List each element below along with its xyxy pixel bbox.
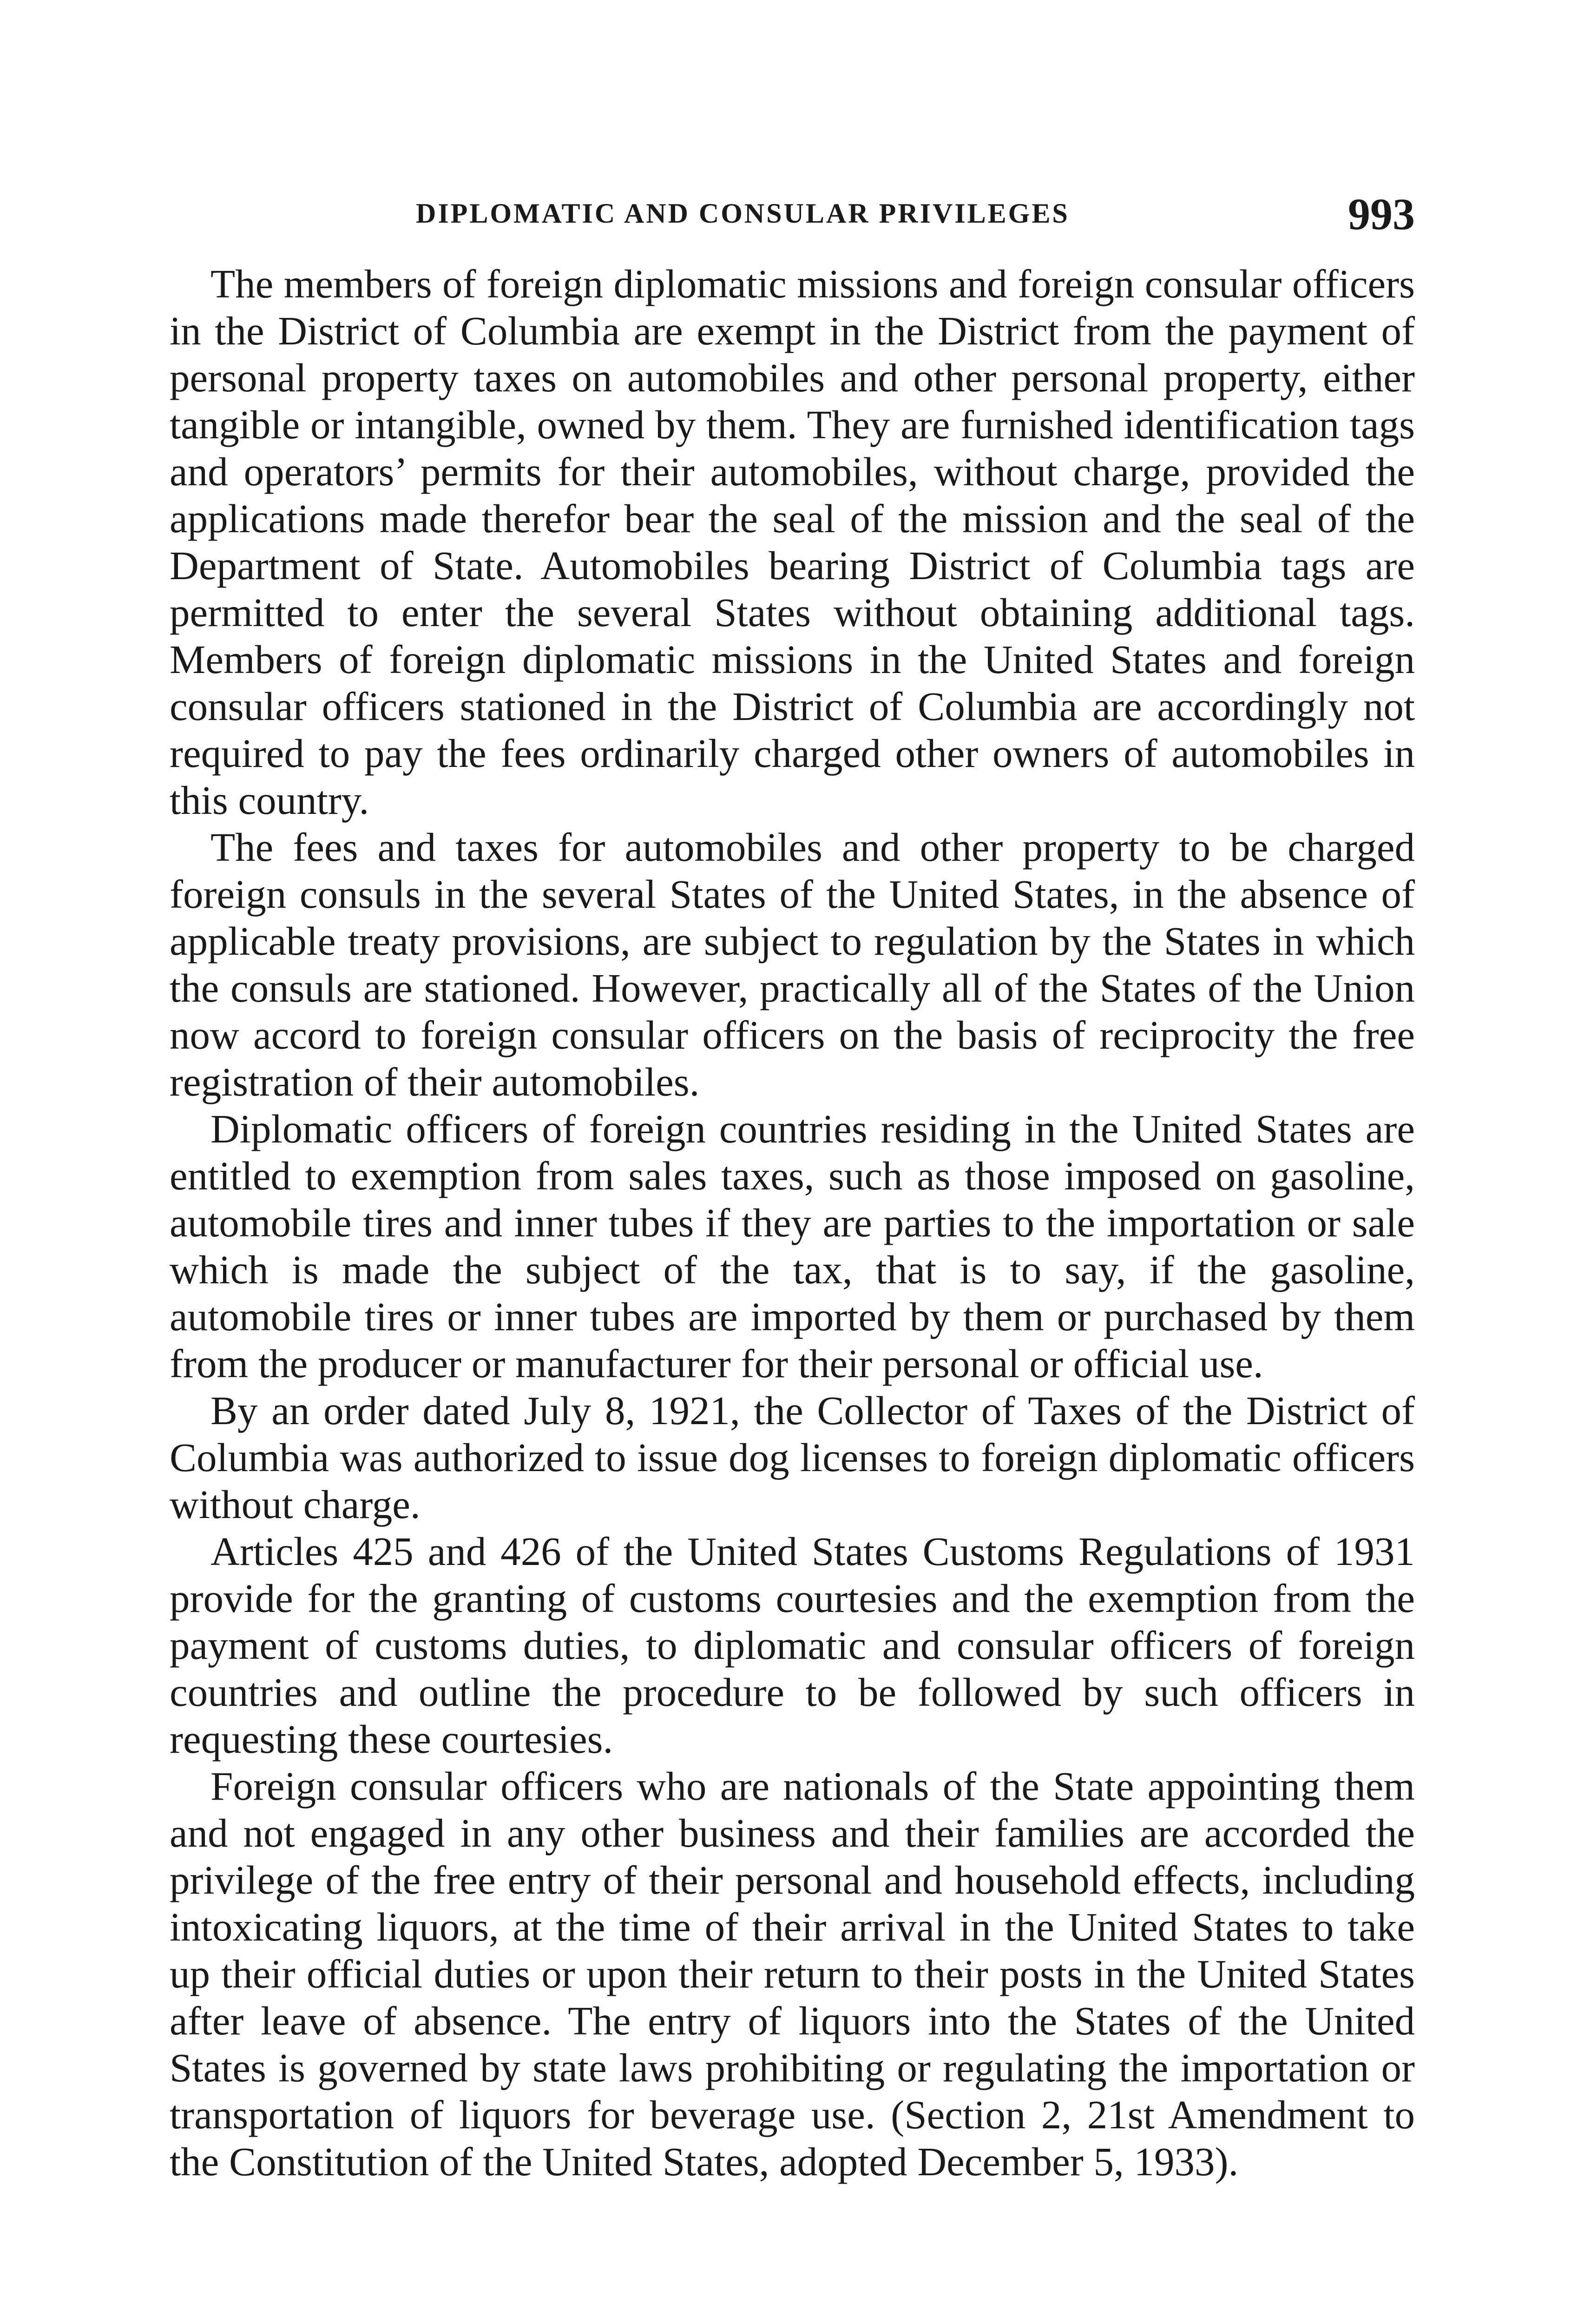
paragraph-sales-tax-exemption: Diplomatic officers of foreign countries residing in the United States are entitled to exemption from sales taxes, such as those imposed on gasoline, automobile tires and inner tubes if they are parties to the importation or sale which is made the subject of the tax, that is to say, if the gasoline, automobile tires or inner tubes are imported by them or purchased by them from the producer or manufacturer for their personal or official use. — [170, 1106, 1415, 1386]
paragraph-customs-regulations: Articles 425 and 426 of the United States Customs Regulations of 1931 provide for the granting of customs courtesies and the exemption from the payment of customs duties, to diplomatic and consular officers of foreign countries and outline the procedure to be followed by such officers in requesting these courtesies. — [170, 1529, 1415, 1762]
paragraph-free-entry-effects: Foreign consular officers who are nationals of the State appointing them and not engaged in any other business and their families are accorded the privilege of the free entry of their personal and household effects, including intoxicating liquors, at the time of their arrival in the United States to take up their official duties or upon their return to their posts in the United States after leave of absence. The entry of liquors into the States of the United States is governed by state laws prohibiting or regulating the importation or transportation of liquors for beverage use. (Section 2, 21st Amendment to the Constitution of the United States, adopted December 5, 1933). — [170, 1763, 1415, 2184]
running-title: DIPLOMATIC AND CONSULAR PRIVILEGES — [416, 198, 1070, 229]
paragraph-automobile-tax-exemption: The members of foreign diplomatic missions and foreign consular officers in the District of Columbia are exempt in the District from the payment of personal property taxes on automobiles and other personal property, either tangible or intangible, owned by them. They are furnished identification tags and operators’ permits for their automobiles, without charge, provided the applications made therefor bear the seal of the mission and the seal of the Department of State. Automobiles bearing District of Columbia tags are permitted to enter the several States without obtaining additional tags. Members of foreign diplomatic missions in the United States and foreign consular officers stationed in the District of Columbia are accordingly not required to pay the fees ordinarily charged other owners of automobiles in this country. — [170, 261, 1415, 823]
page-number: 993 — [1348, 189, 1415, 239]
running-head — [170, 188, 1415, 244]
body-text — [170, 260, 1415, 2185]
paragraph-dog-licenses: By an order dated July 8, 1921, the Collector of Taxes of the District of Columbia was authorized to issue dog licenses to foreign diplomatic officers without charge. — [170, 1388, 1415, 1527]
paragraph-consular-fees: The fees and taxes for automobiles and other property to be charged foreign consuls in the several States of the United States, in the absence of applicable treaty provisions, are subject to regulation by the States in which the consuls are stationed. However, practically all of the States of the Union now accord to foreign consular officers on the basis of reciprocity the free registration of their automobiles. — [170, 825, 1415, 1104]
